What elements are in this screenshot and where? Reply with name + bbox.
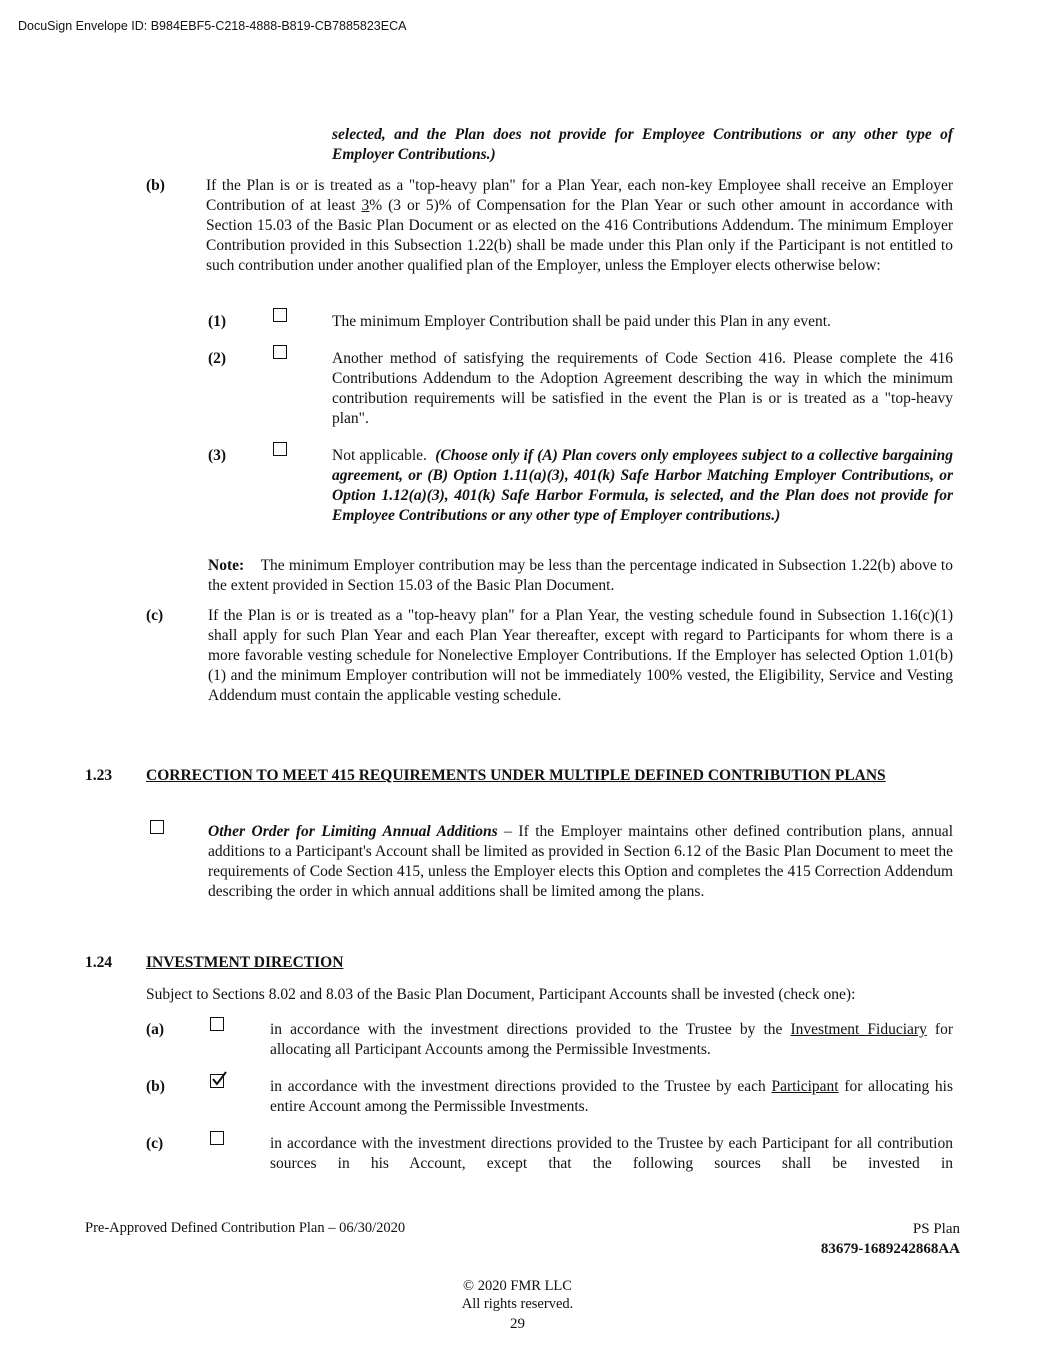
- invest-b-text: in accordance with the investment directions provided to the Trustee by each Participant for allocating his entire Account among the Permissible Investments.: [270, 1078, 953, 1115]
- min-percent-value[interactable]: 3: [361, 197, 370, 214]
- invest-c-text: in accordance with the investment directions provided to the Trustee by each Participant for all contribution sources in his Account, except that the following sources shall be invested in: [270, 1135, 953, 1172]
- page-number: 29: [510, 1316, 525, 1332]
- envelope-id: DocuSign Envelope ID: B984EBF5-C218-4888-B819-CB7885823ECA: [18, 19, 407, 33]
- option-3-text: Not applicable. (Choose only if (A) Plan covers only employees subject to a collective bargaining agreement, or (B) Option 1.11(a)(3), 401(k) Safe Harbor Matching Employer Contributions, or Option 1.12(a)(3), 401(k) Safe Harbor Formula, is selected, and the Plan does not provide for Employee Contributions or any other type of Employer contributions.): [332, 447, 953, 524]
- note-paragraph: Note: The minimum Employer contribution may be less than the percentage indicated in Subsection 1.22(b) above to the extent provided in Section 15.03 of the Basic Plan Document.: [208, 557, 953, 594]
- other-order-text: Other Order for Limiting Annual Additions – If the Employer maintains other defined contribution plans, annual additions to a Participant's Account shall be limited as provided in Section 6.12 of the Basic Plan Document to meet the requirements of Code Section 415, unless the Employer elects this Option and completes the 415 Correction Addendum describing the order in which annual additions shall be limited among the plans.: [208, 823, 953, 900]
- option-2-text: Another method of satisfying the requirements of Code Section 416. Please complete the 416 Contributions Addendum to the Adoption Agreement describing the way in which the minimum contribution requirements will be satisfied in the event the Plan is or is treated as a "top-heavy plan".: [332, 350, 953, 427]
- option-3-label: (3): [208, 447, 227, 464]
- section-1-23-number: 1.23: [85, 767, 113, 784]
- footer-plan: PS Plan: [912, 1221, 960, 1237]
- option-1-checkbox[interactable]: [273, 308, 287, 322]
- invest-a-checkbox[interactable]: [210, 1017, 224, 1031]
- item-b-text: If the Plan is or is treated as a "top-heavy plan" for a Plan Year, each non-key Employee shall receive an Employer Contribution of at least 3% (3 or 5)% of Compensation for the Plan Year or such other amount in accordance with Section 15.03 of the Basic Plan Document or as elected on the 416 Contributions Addendum. The minimum Employer Contribution provided in this Subsection 1.22(b) shall be made under this Plan only if the Participant is not entitled to such contribution under another qualified plan of the Employer, unless the Employer elects otherwise below:: [206, 177, 953, 274]
- option-1-text: The minimum Employer Contribution shall be paid under this Plan in any event.: [332, 313, 831, 330]
- item-c-label: (c): [146, 607, 164, 624]
- footer-code: 83679-1689242868AA: [820, 1241, 960, 1257]
- option-2-label: (2): [208, 350, 227, 367]
- option-3-checkbox[interactable]: [273, 442, 287, 456]
- footer-copyright: © 2020 FMR LLC: [463, 1278, 572, 1294]
- section-1-24-intro: Subject to Sections 8.02 and 8.03 of the Basic Plan Document, Participant Accounts shall be invested (check one):: [146, 986, 856, 1003]
- footer-rights: All rights reserved.: [461, 1296, 574, 1312]
- invest-a-label: (a): [146, 1021, 165, 1038]
- invest-b-label: (b): [146, 1078, 165, 1095]
- other-order-checkbox[interactable]: [150, 820, 164, 834]
- section-1-24-title: INVESTMENT DIRECTION: [146, 954, 344, 971]
- section-1-24-number: 1.24: [85, 954, 113, 971]
- item-b-label: (b): [146, 177, 165, 194]
- invest-c-label: (c): [146, 1135, 164, 1152]
- option-1-label: (1): [208, 313, 227, 330]
- invest-b-checkbox[interactable]: [210, 1074, 224, 1088]
- continued-note: selected, and the Plan does not provide for Employee Contributions or any other type of Employer Contributions.): [332, 126, 953, 163]
- invest-a-text: in accordance with the investment directions provided to the Trustee by the Investment Fiduciary for allocating all Participant Accounts among the Permissible Investments.: [270, 1021, 953, 1058]
- checkmark-icon: [210, 1070, 228, 1088]
- option-2-checkbox[interactable]: [273, 345, 287, 359]
- section-1-23-title: CORRECTION TO MEET 415 REQUIREMENTS UNDER MULTIPLE DEFINED CONTRIBUTION PLANS: [146, 767, 886, 784]
- invest-c-checkbox[interactable]: [210, 1131, 224, 1145]
- footer-left: Pre-Approved Defined Contribution Plan – 06/30/2020: [85, 1220, 406, 1236]
- item-c-text: If the Plan is or is treated as a "top-heavy plan" for a Plan Year, the vesting schedule found in Subsection 1.16(c)(1) shall apply for such Plan Year and each Plan Year thereafter, except with regard to Participants for whom there is a more favorable vesting schedule for Nonelective Employer Contributions. If the Employer has selected Option 1.01(b)(1) and the minimum Employer contribution will not be immediately 100% vested, the Eligibility, Service and Vesting Addendum must contain the applicable vesting schedule.: [208, 607, 953, 704]
